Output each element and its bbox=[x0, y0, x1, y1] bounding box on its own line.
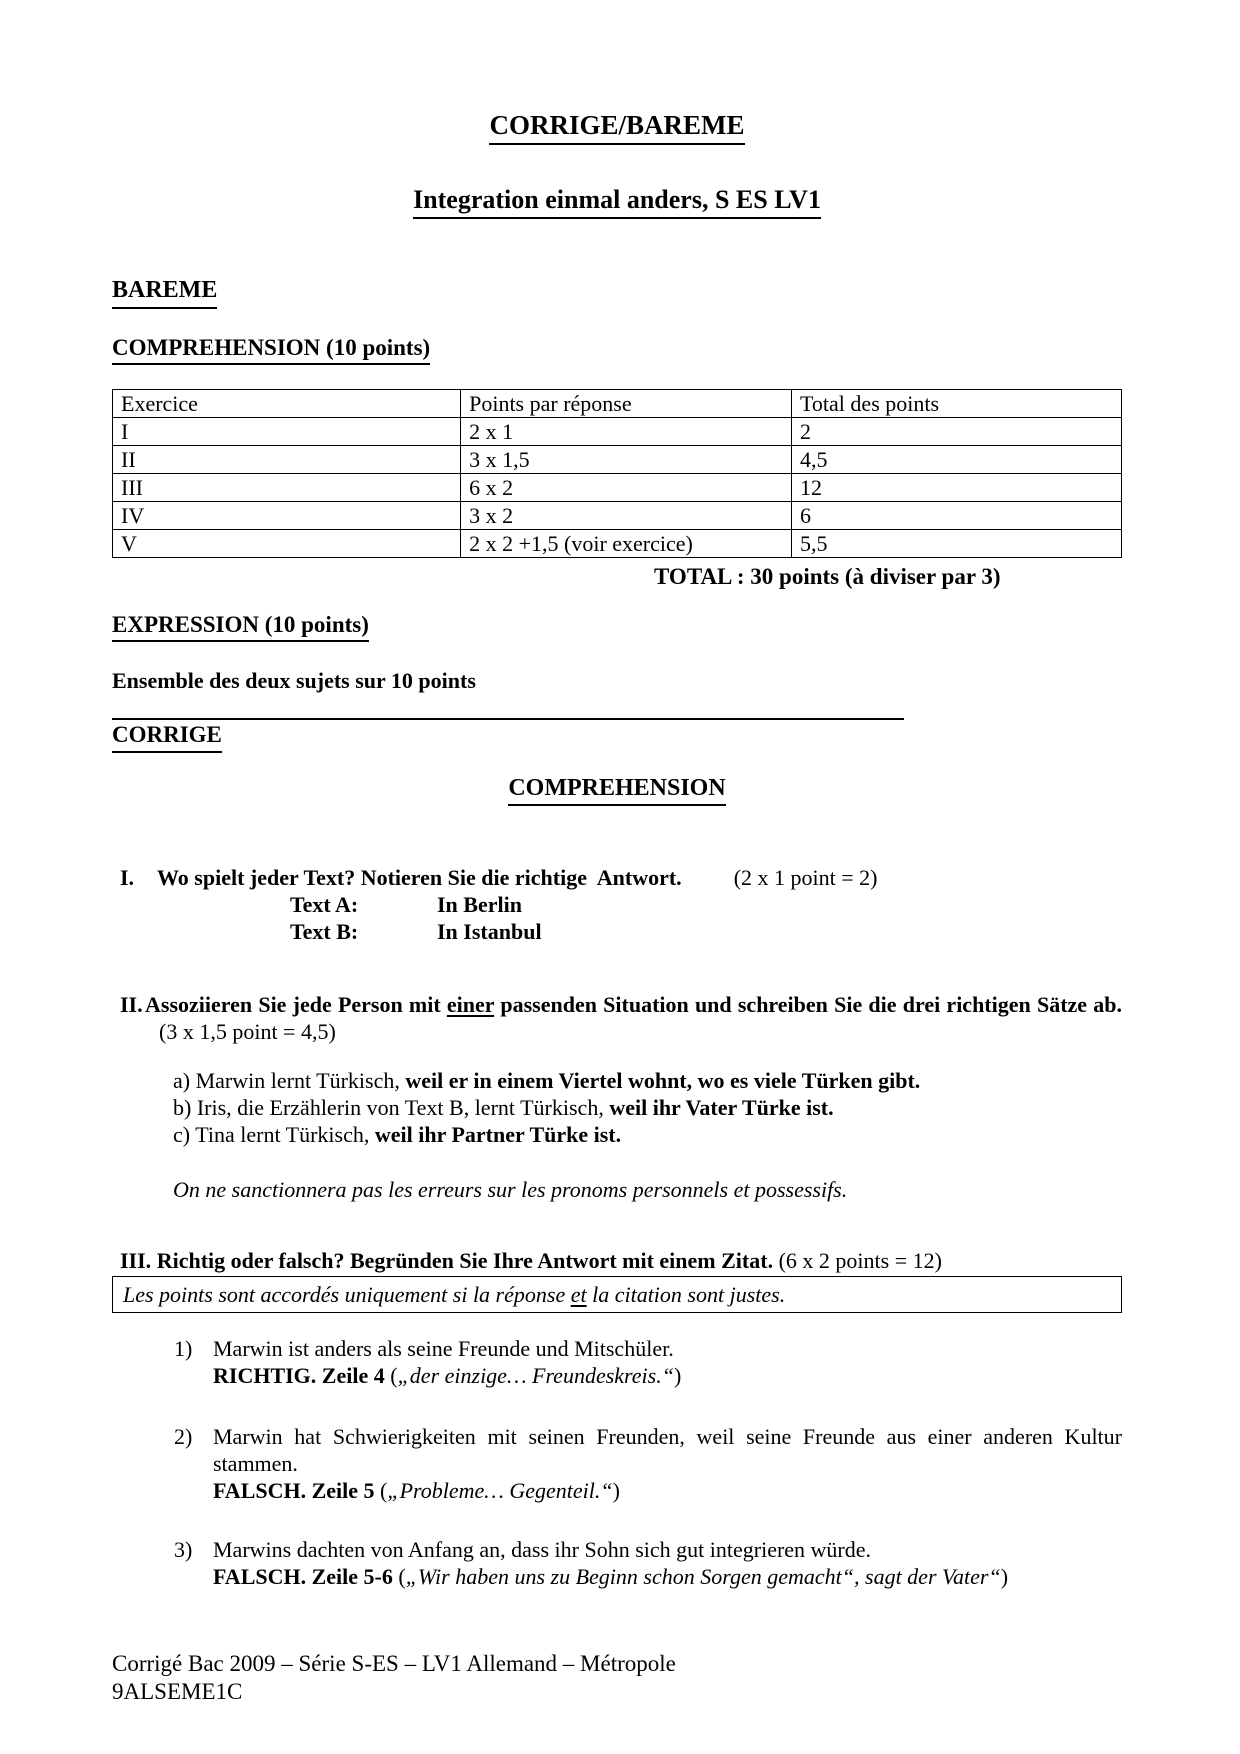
section-2-numeral: II. bbox=[120, 992, 143, 1018]
list-item-3 bbox=[174, 1536, 1122, 1590]
quote-close: ) bbox=[612, 1478, 620, 1504]
section-2-points: (3 x 1,5 point = 4,5) bbox=[159, 1019, 336, 1045]
item-statement: Marwins dachten von Anfang an, dass ihr Sohn sich gut integrieren würde. bbox=[213, 1537, 872, 1563]
footer-line-1: Corrigé Bac 2009 – Série S-ES – LV1 Allemand – Métropole bbox=[112, 1651, 676, 1676]
box-text-pre: Les points sont accordés uniquement si la réponse bbox=[123, 1282, 571, 1308]
quote-open: ( bbox=[374, 1478, 388, 1504]
section-2-heading bbox=[112, 991, 1122, 1045]
item-answer bbox=[213, 1563, 1122, 1590]
col-header-total-des-points: Total des points bbox=[792, 389, 1122, 417]
answer-sentence-a bbox=[173, 1067, 1122, 1094]
section-1-numeral: I. bbox=[120, 865, 135, 891]
section-2-question-underlined: einer bbox=[446, 992, 495, 1018]
expression-heading: EXPRESSION (10 points) bbox=[112, 612, 369, 642]
section-3-points: (6 x 2 points = 12) bbox=[773, 1248, 942, 1274]
cell-total: 12 bbox=[792, 473, 1122, 501]
cell-total: 6 bbox=[792, 501, 1122, 529]
bareme-heading: BAREME bbox=[112, 277, 217, 309]
cell-total: 4,5 bbox=[792, 445, 1122, 473]
answer-bold: weil ihr Vater Türke ist. bbox=[609, 1095, 834, 1121]
quote-close: ) bbox=[1000, 1564, 1009, 1590]
answer-regular: a) Marwin lernt Türkisch, bbox=[173, 1068, 406, 1094]
section-1-points: (2 x 1 point = 2) bbox=[733, 865, 878, 891]
item-verdict: FALSCH. Zeile 5 bbox=[213, 1478, 375, 1504]
cell-points: 2 x 1 bbox=[461, 417, 792, 445]
cell-points: 3 x 2 bbox=[461, 501, 792, 529]
quote-open: ( bbox=[392, 1564, 406, 1590]
cell-exercice: IV bbox=[113, 501, 461, 529]
item-number: 1) bbox=[174, 1336, 193, 1362]
table-header-row bbox=[113, 389, 1122, 417]
cell-total: 2 bbox=[792, 417, 1122, 445]
expression-heading-row bbox=[112, 612, 1122, 642]
quote-close: ) bbox=[673, 1363, 682, 1389]
doc-title: CORRIGE/BAREME bbox=[489, 110, 744, 145]
item-answer bbox=[213, 1362, 1122, 1389]
bareme-heading-row bbox=[112, 277, 1122, 309]
item-verdict: FALSCH. Zeile 5-6 bbox=[213, 1564, 393, 1590]
answer-label: Text A: bbox=[290, 892, 359, 918]
item-quote: „Wir haben uns zu Beginn schon Sorgen gemacht“, sagt der Vater“ bbox=[405, 1564, 1001, 1590]
answer-sentence-c bbox=[173, 1121, 1122, 1148]
section-2-question-post: passenden Situation und schreiben Sie die drei richtigen Sätze ab. bbox=[494, 992, 1122, 1018]
col-header-exercice: Exercice bbox=[113, 389, 461, 417]
section-3-question: Richtig oder falsch? Begründen Sie Ihre Antwort mit einem Zitat. bbox=[156, 1248, 774, 1274]
page-footer bbox=[112, 1650, 676, 1706]
table-row bbox=[113, 473, 1122, 501]
title-row bbox=[112, 0, 1122, 145]
box-text-post: la citation sont justes. bbox=[586, 1282, 786, 1308]
comprehension-points-heading: COMPREHENSION (10 points) bbox=[112, 335, 430, 365]
item-statement: Marwin hat Schwierigkeiten mit seinen Freunden, weil seine Freunde aus einer anderen Kultur stammen. bbox=[213, 1424, 1122, 1477]
cell-total: 5,5 bbox=[792, 529, 1122, 557]
cell-exercice: III bbox=[113, 473, 461, 501]
answer-bold: weil er in einem Viertel wohnt, wo es viele Türken gibt. bbox=[405, 1068, 921, 1094]
table-row bbox=[113, 529, 1122, 557]
item-verdict: RICHTIG. Zeile 4 bbox=[213, 1363, 385, 1389]
ensemble-line: Ensemble des deux sujets sur 10 points bbox=[112, 668, 476, 694]
answer-value: In Berlin bbox=[437, 892, 522, 918]
item-number: 3) bbox=[174, 1537, 193, 1563]
subtitle-row bbox=[112, 185, 1122, 219]
comprehension-title: COMPREHENSION bbox=[508, 775, 725, 807]
horizontal-rule bbox=[112, 704, 904, 720]
section-2-question-pre: Assoziieren Sie jede Person mit bbox=[145, 992, 447, 1018]
section-3-numeral: III. bbox=[120, 1248, 152, 1274]
answer-row-text-a bbox=[112, 891, 1122, 918]
answer-regular: c) Tina lernt Türkisch, bbox=[173, 1122, 375, 1148]
footer-line-2: 9ALSEME1C bbox=[112, 1679, 243, 1704]
section-1-question: Wo spielt jeder Text? Notieren Sie die richtige Antwort. bbox=[157, 865, 682, 891]
cell-exercice: V bbox=[113, 529, 461, 557]
cell-points: 2 x 2 +1,5 (voir exercice) bbox=[461, 529, 792, 557]
doc-subtitle: Integration einmal anders, S ES LV1 bbox=[413, 185, 821, 219]
answer-bold: weil ihr Partner Türke ist. bbox=[374, 1122, 622, 1148]
table-row bbox=[113, 445, 1122, 473]
comprehension-title-row bbox=[112, 775, 1122, 807]
grading-note: On ne sanctionnera pas les erreurs sur les pronoms personnels et possessifs. bbox=[173, 1177, 848, 1203]
section-3-heading bbox=[120, 1247, 1122, 1274]
item-quote: „Probleme… Gegenteil.“ bbox=[387, 1478, 613, 1504]
item-statement: Marwin ist anders als seine Freunde und Mitschüler. bbox=[213, 1336, 674, 1362]
answer-label: Text B: bbox=[290, 919, 359, 945]
answer-value: In Istanbul bbox=[437, 919, 542, 945]
col-header-points-par-reponse: Points par réponse bbox=[461, 389, 792, 417]
bareme-table bbox=[112, 389, 1122, 558]
cell-points: 3 x 1,5 bbox=[461, 445, 792, 473]
table-row bbox=[113, 501, 1122, 529]
quote-open: ( bbox=[384, 1363, 398, 1389]
comprehension-points-heading-row bbox=[112, 335, 1122, 365]
answer-regular: b) Iris, die Erzählerin von Text B, lernt Türkisch, bbox=[173, 1095, 610, 1121]
table-row bbox=[113, 417, 1122, 445]
section-1-heading bbox=[112, 864, 1122, 891]
corrige-heading: CORRIGE bbox=[112, 722, 222, 752]
total-line: TOTAL : 30 points (à diviser par 3) bbox=[654, 563, 1001, 589]
item-number: 2) bbox=[174, 1424, 193, 1450]
item-quote: „der einzige… Freundeskreis.“ bbox=[397, 1363, 674, 1389]
cell-exercice: I bbox=[113, 417, 461, 445]
list-item-2 bbox=[174, 1423, 1122, 1504]
corrige-heading-row bbox=[112, 722, 1122, 752]
cell-points: 6 x 2 bbox=[461, 473, 792, 501]
answer-row-text-b bbox=[112, 918, 1122, 945]
answer-sentence-b bbox=[173, 1094, 1122, 1121]
grading-rule-box bbox=[112, 1276, 1122, 1313]
cell-exercice: II bbox=[113, 445, 461, 473]
list-item-1 bbox=[174, 1335, 1122, 1389]
item-answer bbox=[213, 1477, 1122, 1504]
box-text-underlined: et bbox=[570, 1282, 587, 1308]
